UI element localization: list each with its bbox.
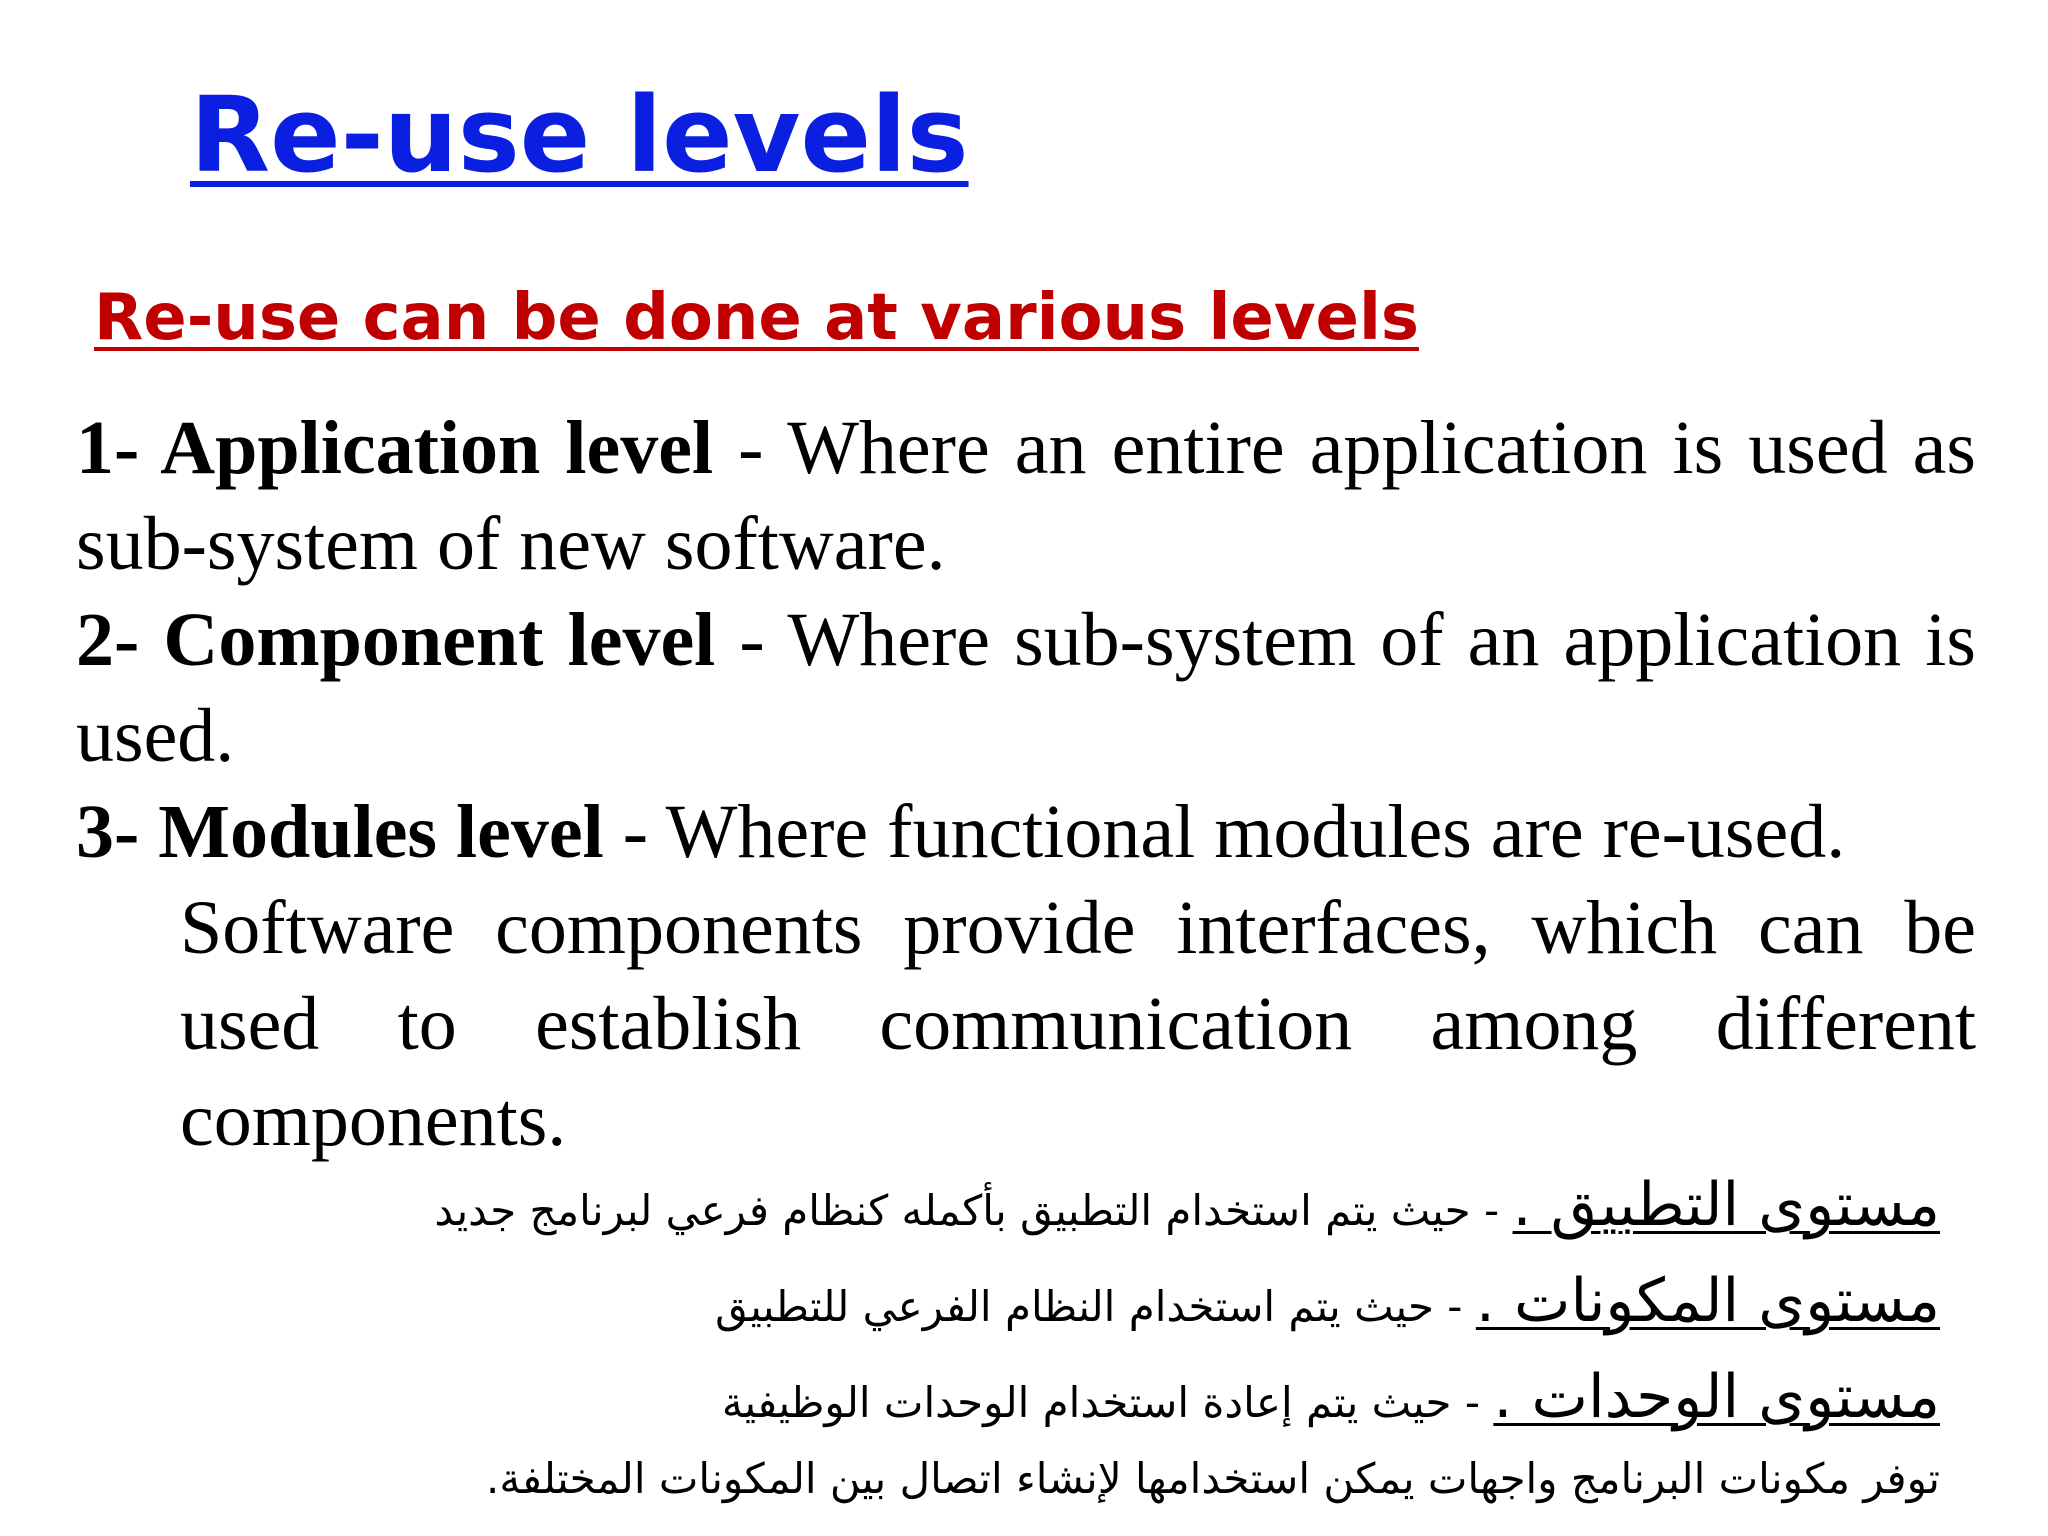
item-label: 1- Application level bbox=[76, 406, 714, 490]
arabic-text: - حيث يتم إعادة استخدام الوحدات الوظيفية bbox=[721, 1378, 1494, 1427]
arabic-line-application bbox=[434, 1170, 1940, 1240]
item-text: - Where an entire application is used as sub-system of new software. bbox=[76, 406, 1976, 586]
item-text: - Where sub-system of an application is used. bbox=[76, 598, 1976, 778]
arabic-line-component bbox=[715, 1266, 1940, 1336]
components-paragraph: Software components provide interfaces, which can be used to establish communication among different components. bbox=[180, 886, 1976, 1162]
item-text: - Where functional modules are re-used. bbox=[603, 790, 1846, 874]
arabic-heading: مستوى المكونات . bbox=[1475, 1266, 1940, 1336]
item-label: 2- Component level bbox=[76, 598, 716, 682]
arabic-heading: مستوى الوحدات . bbox=[1493, 1362, 1940, 1432]
arabic-text: - حيث يتم استخدام النظام الفرعي للتطبيق bbox=[715, 1282, 1476, 1331]
arabic-text: - حيث يتم استخدام التطبيق بأكمله كنظام فرعي لبرنامج جديد bbox=[434, 1186, 1513, 1235]
list-item-application-level bbox=[76, 400, 1976, 592]
slide-title: Re-use levels bbox=[190, 74, 969, 196]
english-body bbox=[76, 400, 1976, 1168]
arabic-line-modules bbox=[722, 1362, 1940, 1432]
list-item-modules-level bbox=[76, 784, 1976, 880]
item-label: 3- Modules level bbox=[76, 790, 604, 874]
arabic-section bbox=[200, 1170, 1940, 1520]
list-item-component-level bbox=[76, 592, 1976, 784]
arabic-paragraph: توفر مكونات البرنامج واجهات يمكن استخدامها لإنشاء اتصال بين المكونات المختلفة. bbox=[485, 1454, 1940, 1503]
slide-subtitle: Re-use can be done at various levels bbox=[94, 281, 1419, 355]
arabic-heading: مستوى التطبيق . bbox=[1512, 1170, 1940, 1240]
